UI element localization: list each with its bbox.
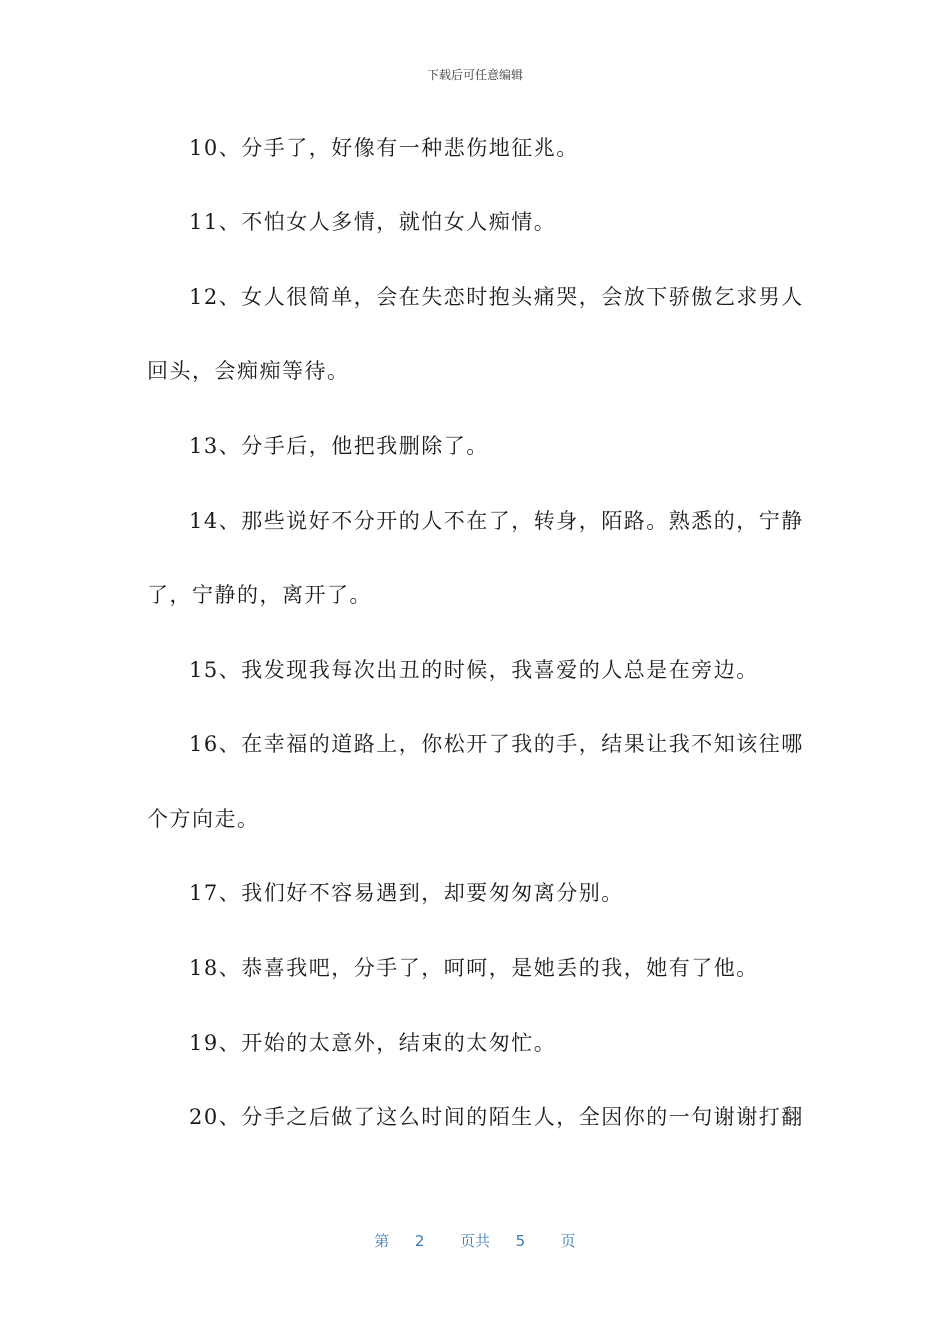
text-line-17: 17、我们好不容易遇到，却要匆匆离分别。 bbox=[189, 881, 624, 905]
footer-total-pages: 5 bbox=[515, 1232, 526, 1250]
footer-ye-gong: 页共 bbox=[459, 1232, 490, 1250]
text-line-18: 18、恭喜我吧，分手了，呵呵，是她丢的我，她有了他。 bbox=[189, 956, 759, 980]
footer-di: 第 bbox=[374, 1232, 390, 1250]
header-note: 下载后可任意编辑 bbox=[426, 68, 523, 82]
text-line-14-cont: 了，宁静的，离开了。 bbox=[147, 583, 372, 607]
footer-page-number: 2 bbox=[414, 1232, 425, 1250]
text-line-11: 11、不怕女人多情，就怕女人痴情。 bbox=[189, 210, 557, 234]
text-line-16-cont: 个方向走。 bbox=[147, 807, 260, 831]
page-footer bbox=[0, 1230, 950, 1251]
text-line-12: 12、女人很简单，会在失恋时抱头痛哭，会放下骄傲乞求男人 bbox=[189, 285, 804, 309]
footer-ye: 页 bbox=[560, 1232, 576, 1250]
text-line-12-cont: 回头，会痴痴等待。 bbox=[147, 359, 350, 383]
text-line-10: 10、分手了，好像有一种悲伤地征兆。 bbox=[189, 136, 579, 160]
text-line-19: 19、开始的太意外，结束的太匆忙。 bbox=[189, 1031, 557, 1055]
text-line-20: 20、分手之后做了这么时间的陌生人，全因你的一句谢谢打翻 bbox=[189, 1105, 804, 1129]
text-line-14: 14、那些说好不分开的人不在了，转身，陌路。熟悉的，宁静 bbox=[189, 509, 804, 533]
text-line-15: 15、我发现我每次出丑的时候，我喜爱的人总是在旁边。 bbox=[189, 658, 759, 682]
text-line-16: 16、在幸福的道路上，你松开了我的手，结果让我不知该往哪 bbox=[189, 732, 804, 756]
text-line-13: 13、分手后，他把我删除了。 bbox=[189, 434, 489, 458]
